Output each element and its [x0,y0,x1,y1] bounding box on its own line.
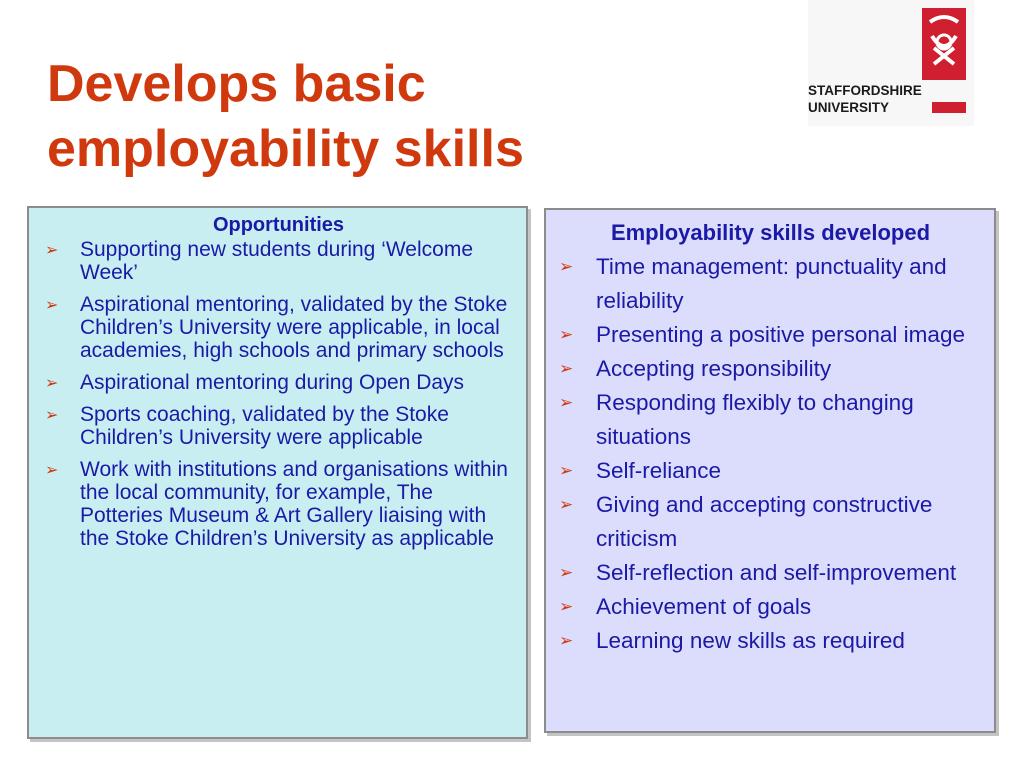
arrow-bullet-icon: ➢ [559,563,574,583]
list-item-text: Supporting new students during ‘Welcome Week’ [80,238,474,284]
arrow-bullet-icon: ➢ [559,393,574,413]
list-item [43,371,514,394]
skills-list [557,250,984,658]
list-item-text: Aspirational mentoring, validated by the Stoke Children’s University were applicable, in local academies, high schools and primary schools [80,293,508,362]
list-item-text: Work with institutions and organisations within the local community, for example, The Potteries Museum & Art Gallery liaising with the Stoke Children’s University as applicable [80,458,508,550]
arrow-bullet-icon: ➢ [559,359,574,379]
list-item-text: Self-reflection and self-improvement [596,560,957,585]
list-item [43,238,514,284]
list-item-text: Self-reliance [596,458,722,483]
stafford-knot-icon [922,8,966,80]
list-item-text: Accepting responsibility [596,356,832,381]
logo-line-1: STAFFORDSHIRE [808,83,922,98]
list-item-text: Aspirational mentoring during Open Days [80,371,465,394]
list-item-text: Learning new skills as required [596,628,905,653]
list-item [43,403,514,449]
list-item [557,624,984,658]
list-item [557,590,984,624]
arrow-bullet-icon: ➢ [559,257,574,277]
list-item [557,454,984,488]
skills-panel [544,208,996,733]
university-logo [808,0,974,126]
list-item [557,556,984,590]
arrow-bullet-icon: ➢ [559,325,574,345]
list-item-text: Sports coaching, validated by the Stoke Children’s University were applicable [80,403,449,449]
arrow-bullet-icon: ➢ [45,373,59,392]
list-item [557,352,984,386]
list-item [557,250,984,318]
list-item-text: Giving and accepting constructive criticism [596,492,933,551]
opportunities-heading: Opportunities [212,214,345,236]
arrow-bullet-icon: ➢ [559,461,574,481]
arrow-bullet-icon: ➢ [45,460,59,479]
list-item [43,458,514,550]
list-item-text: Responding flexibly to changing situations [596,390,914,449]
arrow-bullet-icon: ➢ [559,495,574,515]
opportunities-panel [27,206,528,739]
list-item-text: Presenting a positive personal image [596,322,965,347]
arrow-bullet-icon: ➢ [45,240,59,259]
list-item-text: Achievement of goals [596,594,812,619]
skills-heading: Employability skills developed [610,220,931,245]
logo-line-2: UNIVERSITY [808,100,890,115]
slide-title: Develops basic employability skills [47,55,524,178]
list-item-text: Time management: punctuality and reliability [596,254,947,313]
list-item [557,386,984,454]
arrow-bullet-icon: ➢ [559,631,574,651]
arrow-bullet-icon: ➢ [45,295,59,314]
list-item [43,293,514,362]
opportunities-list [43,238,514,550]
arrow-bullet-icon: ➢ [559,597,574,617]
list-item [557,318,984,352]
arrow-bullet-icon: ➢ [45,405,59,424]
list-item [557,488,984,556]
logo-accent-bar [932,102,966,113]
